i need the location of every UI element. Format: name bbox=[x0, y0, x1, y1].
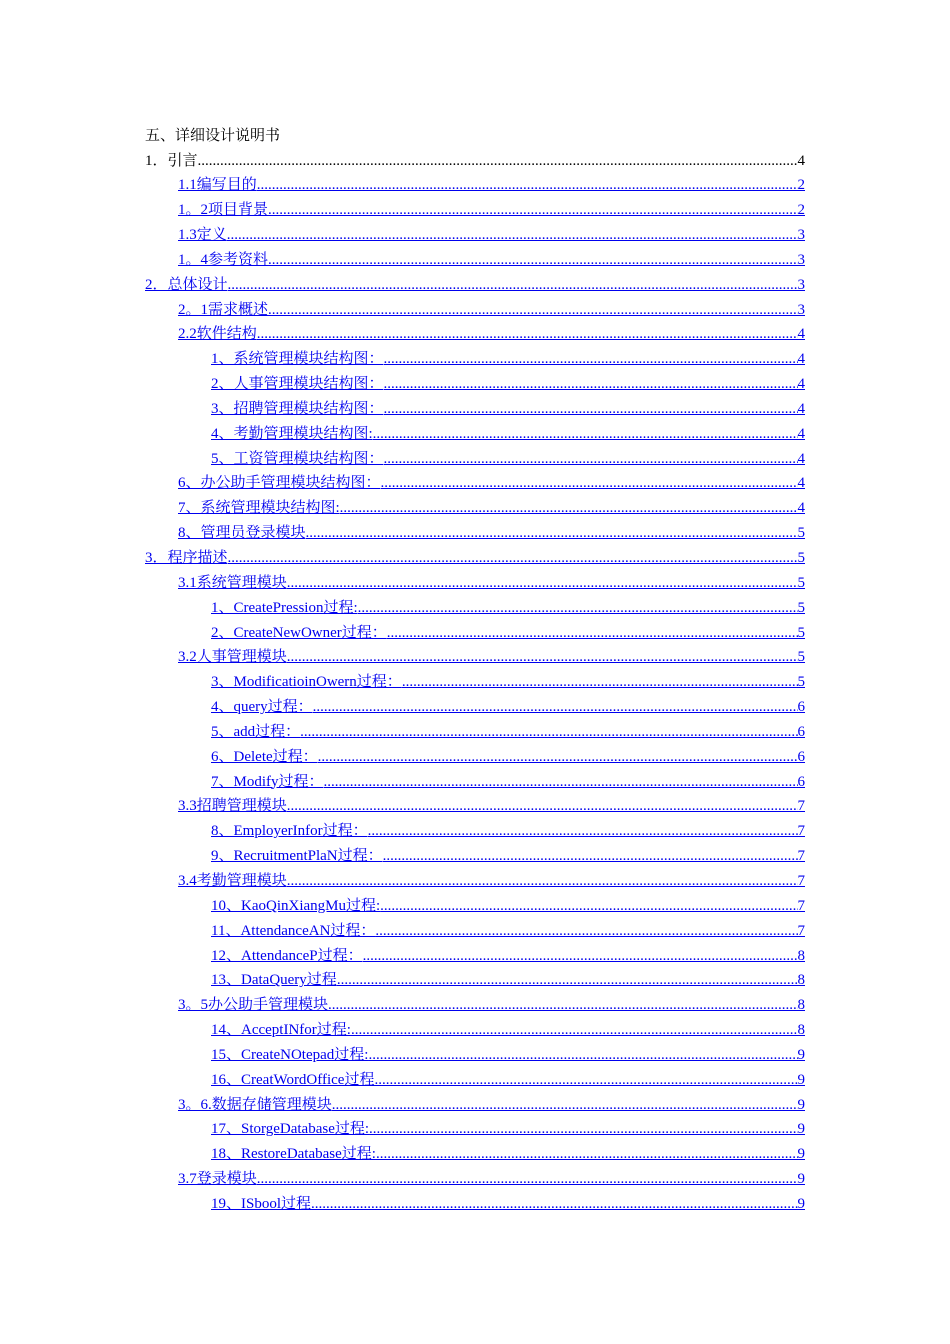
toc-dot-leader bbox=[363, 944, 798, 969]
toc-dot-leader bbox=[376, 1142, 798, 1167]
toc-dot-leader bbox=[300, 720, 797, 745]
toc-page-number: 9 bbox=[797, 1171, 805, 1188]
toc-page-number: 8 bbox=[797, 1022, 805, 1039]
toc-entry[interactable] bbox=[145, 496, 805, 521]
toc-entry[interactable] bbox=[145, 844, 805, 869]
toc-entry-label: 3.1系统管理模块 bbox=[178, 574, 287, 591]
toc-entry[interactable] bbox=[145, 670, 805, 695]
toc-page-number: 7 bbox=[797, 872, 805, 889]
toc-entry[interactable] bbox=[145, 621, 805, 646]
toc-dot-leader bbox=[358, 596, 798, 621]
toc-entry-label: 2、CreateNewOwner过程： bbox=[211, 624, 387, 641]
toc-dot-leader bbox=[228, 546, 798, 571]
toc-page-number: 8 bbox=[797, 972, 805, 989]
toc-page-number: 5 bbox=[797, 674, 805, 691]
toc-dot-leader bbox=[384, 372, 798, 397]
toc-page-number: 7 bbox=[797, 823, 805, 840]
toc-entry-label: 3、招聘管理模块结构图： bbox=[211, 400, 384, 417]
toc-entry-label: 8、EmployerInfor过程： bbox=[211, 823, 368, 840]
toc-entry-label: 8、管理员登录模块 bbox=[178, 525, 306, 542]
toc-entry-label: 2。1需求概述 bbox=[178, 301, 269, 318]
toc-page-number: 4 bbox=[797, 475, 805, 492]
toc-entry[interactable] bbox=[145, 471, 805, 496]
toc-entry-label: 2．总体设计 bbox=[145, 276, 228, 293]
toc-entry[interactable] bbox=[145, 223, 805, 248]
toc-dot-leader bbox=[381, 471, 798, 496]
toc-dot-leader bbox=[257, 173, 798, 198]
toc-dot-leader bbox=[268, 298, 797, 323]
toc-entry-label: 9、RecruitmentPlaN过程： bbox=[211, 848, 383, 865]
toc-entry-label: 11、AttendanceAN过程： bbox=[211, 922, 376, 939]
toc-page-number: 2 bbox=[797, 202, 805, 219]
toc-entry-label: 2.2软件结构 bbox=[178, 326, 257, 343]
toc-page-number: 5 bbox=[797, 525, 805, 542]
toc-entry-label: 1.1编写目的 bbox=[178, 177, 257, 194]
toc-dot-leader bbox=[328, 993, 797, 1018]
toc-page-number: 9 bbox=[797, 1046, 805, 1063]
toc-dot-leader bbox=[384, 347, 798, 372]
document-title: 五、详细设计说明书 bbox=[145, 128, 281, 144]
toc-dot-leader bbox=[227, 223, 798, 248]
toc-page-number: 9 bbox=[797, 1146, 805, 1163]
toc-page-number: 4 bbox=[797, 376, 805, 393]
toc-page-number: 4 bbox=[797, 425, 805, 442]
toc-entry-label: 4、考勤管理模块结构图: bbox=[211, 425, 373, 442]
toc-page-number: 4 bbox=[797, 351, 805, 368]
toc-page-number: 8 bbox=[797, 947, 805, 964]
toc-entry[interactable] bbox=[145, 1068, 805, 1093]
toc-entry-label: 17、StorgeDatabase过程: bbox=[211, 1121, 370, 1138]
toc-entry[interactable] bbox=[145, 397, 805, 422]
toc-entry-label: 7、Modify过程： bbox=[211, 773, 324, 790]
toc-entry[interactable] bbox=[145, 794, 805, 819]
toc-dot-leader bbox=[374, 1068, 797, 1093]
toc-entry[interactable] bbox=[145, 298, 805, 323]
toc-entry[interactable] bbox=[145, 273, 805, 298]
toc-page-number: 6 bbox=[797, 748, 805, 765]
toc-page-number: 7 bbox=[797, 798, 805, 815]
toc-dot-leader bbox=[287, 571, 798, 596]
toc-entry-label: 1.3定义 bbox=[178, 227, 227, 244]
toc-dot-leader bbox=[368, 1043, 797, 1068]
toc-dot-leader bbox=[368, 819, 798, 844]
toc-entry-label: 16、CreatWordOffice过程 bbox=[211, 1071, 375, 1088]
toc-dot-leader bbox=[198, 149, 798, 174]
toc-dot-leader bbox=[287, 869, 798, 894]
toc-page-number: 5 bbox=[797, 599, 805, 616]
toc-entry[interactable] bbox=[145, 447, 805, 472]
toc-dot-leader bbox=[384, 447, 798, 472]
toc-dot-leader bbox=[311, 1192, 797, 1217]
toc-dot-leader bbox=[313, 695, 798, 720]
toc-dot-leader bbox=[324, 770, 798, 795]
toc-page-number: 9 bbox=[797, 1071, 805, 1088]
table-of-contents bbox=[145, 149, 805, 1217]
toc-entry[interactable] bbox=[145, 198, 805, 223]
toc-entry[interactable] bbox=[145, 869, 805, 894]
toc-dot-leader bbox=[257, 322, 798, 347]
toc-dot-leader bbox=[375, 919, 797, 944]
toc-entry-label: 5、add过程： bbox=[211, 723, 301, 740]
toc-entry bbox=[145, 149, 805, 174]
toc-entry-label: 1。4参考资料 bbox=[178, 251, 269, 268]
toc-page-number: 4 bbox=[797, 500, 805, 517]
toc-dot-leader bbox=[318, 745, 798, 770]
toc-page-number: 9 bbox=[797, 1195, 805, 1212]
toc-entry-label: 3.3招聘管理模块 bbox=[178, 798, 287, 815]
toc-entry-label: 2、人事管理模块结构图： bbox=[211, 376, 384, 393]
toc-entry[interactable] bbox=[145, 546, 805, 571]
toc-page-number: 4 bbox=[797, 326, 805, 343]
toc-page-number: 7 bbox=[797, 922, 805, 939]
toc-entry[interactable] bbox=[145, 1043, 805, 1068]
toc-page-number: 9 bbox=[797, 1096, 805, 1113]
toc-page-number: 8 bbox=[797, 997, 805, 1014]
toc-dot-leader bbox=[287, 645, 798, 670]
toc-dot-leader bbox=[306, 521, 798, 546]
toc-page-number: 5 bbox=[797, 624, 805, 641]
toc-entry-label: 3.2人事管理模块 bbox=[178, 649, 287, 666]
toc-dot-leader bbox=[257, 1167, 798, 1192]
toc-entry[interactable] bbox=[145, 894, 805, 919]
toc-entry[interactable] bbox=[145, 993, 805, 1018]
toc-dot-leader bbox=[387, 621, 798, 646]
toc-entry-label: 15、CreateNOtepad过程: bbox=[211, 1046, 369, 1063]
toc-entry[interactable] bbox=[145, 944, 805, 969]
toc-dot-leader bbox=[287, 794, 798, 819]
toc-dot-leader bbox=[268, 248, 797, 273]
toc-entry-label: 10、KaoQinXiangMu过程: bbox=[211, 897, 381, 914]
toc-entry[interactable] bbox=[145, 173, 805, 198]
toc-entry[interactable] bbox=[145, 770, 805, 795]
toc-entry[interactable] bbox=[145, 1167, 805, 1192]
toc-page-number: 9 bbox=[797, 1121, 805, 1138]
toc-entry[interactable] bbox=[145, 372, 805, 397]
toc-entry[interactable] bbox=[145, 422, 805, 447]
toc-dot-leader bbox=[337, 968, 798, 993]
toc-dot-leader bbox=[340, 496, 798, 521]
toc-page-number: 4 bbox=[797, 450, 805, 467]
toc-entry-label: 1．引言 bbox=[145, 152, 198, 169]
toc-entry[interactable] bbox=[145, 571, 805, 596]
toc-entry[interactable] bbox=[145, 521, 805, 546]
toc-entry-label: 3、ModificatioinOwern过程： bbox=[211, 674, 402, 691]
toc-entry[interactable] bbox=[145, 1142, 805, 1167]
toc-entry-label: 1。2项目背景 bbox=[178, 202, 269, 219]
toc-page-number: 2 bbox=[797, 177, 805, 194]
toc-entry[interactable] bbox=[145, 1117, 805, 1142]
toc-dot-leader bbox=[369, 1117, 797, 1142]
toc-entry[interactable] bbox=[145, 1018, 805, 1043]
toc-page-number: 3 bbox=[797, 251, 805, 268]
toc-entry-label: 19、ISbool过程 bbox=[211, 1195, 312, 1212]
toc-entry[interactable] bbox=[145, 720, 805, 745]
toc-dot-leader bbox=[402, 670, 798, 695]
toc-entry-label: 3.7登录模块 bbox=[178, 1171, 257, 1188]
toc-page-number: 3 bbox=[797, 301, 805, 318]
toc-page-number: 7 bbox=[797, 897, 805, 914]
toc-dot-leader bbox=[332, 1093, 798, 1118]
toc-dot-leader bbox=[380, 894, 797, 919]
toc-entry-label: 6、Delete过程： bbox=[211, 748, 318, 765]
toc-entry[interactable] bbox=[145, 322, 805, 347]
toc-entry-label: 18、RestoreDatabase过程: bbox=[211, 1146, 376, 1163]
toc-page-number: 4 bbox=[797, 152, 805, 169]
toc-page-number: 5 bbox=[797, 574, 805, 591]
toc-entry-label: 3．程序描述 bbox=[145, 550, 228, 566]
toc-dot-leader bbox=[351, 1018, 798, 1043]
toc-entry-label: 5、工资管理模块结构图： bbox=[211, 450, 384, 467]
toc-entry-label: 6、办公助手管理模块结构图： bbox=[178, 475, 381, 492]
toc-entry[interactable] bbox=[145, 1192, 805, 1217]
toc-page-number: 6 bbox=[797, 723, 805, 740]
toc-entry-label: 1、CreatePression过程: bbox=[211, 599, 358, 616]
toc-entry-label: 12、AttendanceP过程： bbox=[211, 947, 363, 964]
toc-entry-label: 3。6.数据存储管理模块 bbox=[178, 1096, 332, 1113]
toc-page-number: 7 bbox=[797, 848, 805, 865]
toc-dot-leader bbox=[228, 273, 798, 298]
toc-entry[interactable] bbox=[145, 919, 805, 944]
toc-page-number: 3 bbox=[797, 276, 805, 293]
toc-entry[interactable] bbox=[145, 248, 805, 273]
toc-entry[interactable] bbox=[145, 819, 805, 844]
toc-entry[interactable] bbox=[145, 1093, 805, 1118]
toc-page-number: 4 bbox=[797, 400, 805, 417]
toc-entry-label: 1、系统管理模块结构图： bbox=[211, 351, 384, 368]
toc-entry-label: 14、AcceptINfor过程: bbox=[211, 1022, 351, 1039]
toc-entry[interactable] bbox=[145, 596, 805, 621]
toc-dot-leader bbox=[383, 844, 798, 869]
toc-entry[interactable] bbox=[145, 968, 805, 993]
toc-dot-leader bbox=[373, 422, 798, 447]
toc-entry-label: 7、系统管理模块结构图: bbox=[178, 500, 340, 517]
toc-entry[interactable] bbox=[145, 347, 805, 372]
toc-entry-label: 4、query过程： bbox=[211, 699, 313, 716]
toc-page-number: 6 bbox=[797, 699, 805, 716]
toc-page-number: 5 bbox=[797, 550, 805, 566]
toc-page-number: 5 bbox=[797, 649, 805, 666]
toc-entry-label: 3.4考勤管理模块 bbox=[178, 872, 287, 889]
toc-entry-label: 3。5办公助手管理模块 bbox=[178, 997, 329, 1014]
toc-page-number: 6 bbox=[797, 773, 805, 790]
toc-entry[interactable] bbox=[145, 645, 805, 670]
toc-dot-leader bbox=[384, 397, 798, 422]
toc-entry[interactable] bbox=[145, 745, 805, 770]
toc-entry-label: 13、DataQuery过程 bbox=[211, 972, 337, 989]
toc-entry[interactable] bbox=[145, 695, 805, 720]
toc-page-number: 3 bbox=[797, 227, 805, 244]
toc-dot-leader bbox=[268, 198, 797, 223]
